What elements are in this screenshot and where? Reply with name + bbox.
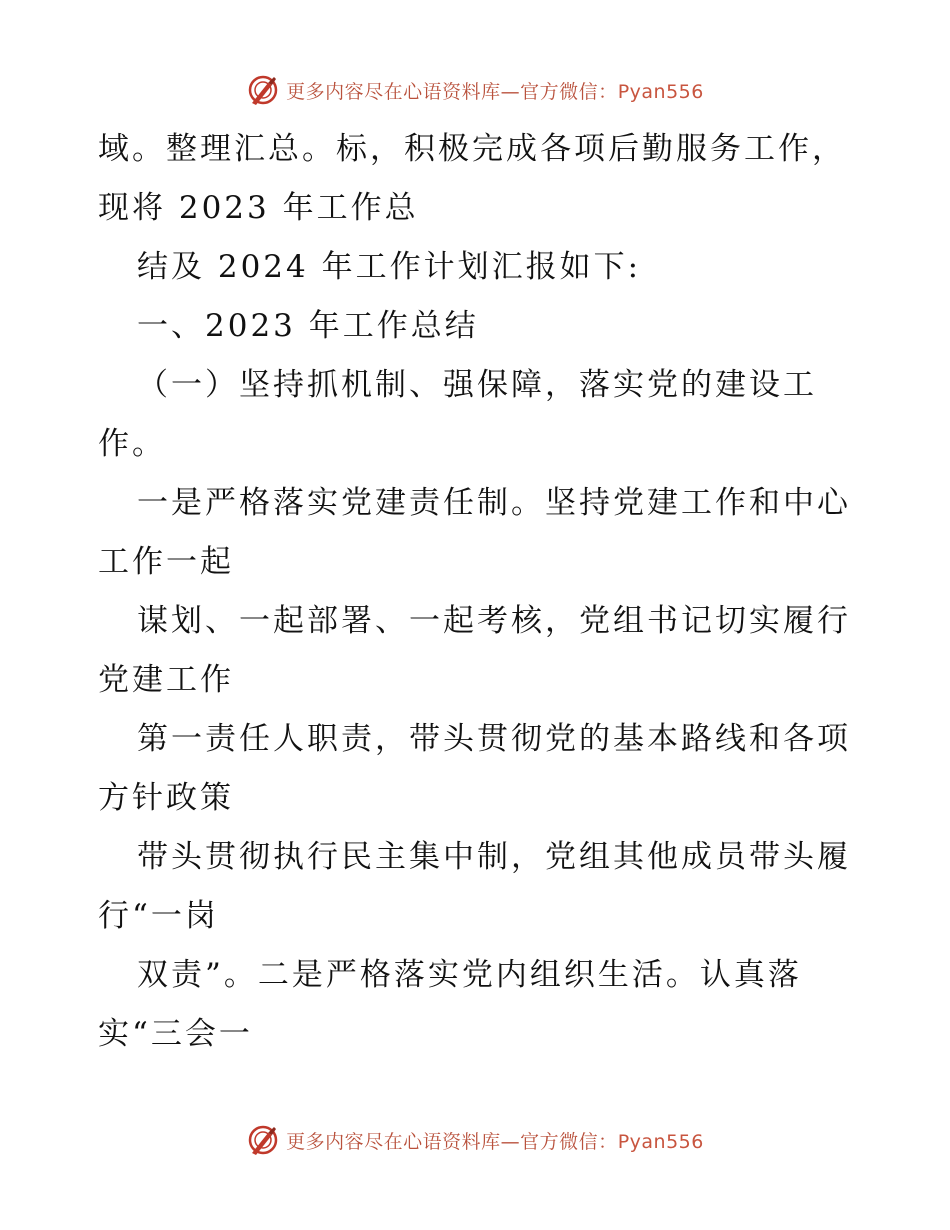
footer-wechat-label: 官方微信：	[520, 1130, 618, 1153]
body-line: 带头贯彻执行民主集中制，党组其他成员带头履	[137, 839, 851, 875]
subsection-heading: （一）坚持抓机制、强保障，落实党的建设工	[137, 367, 817, 403]
body-line: 第一责任人职责，带头贯彻党的基本路线和各项	[137, 721, 851, 757]
body-line: 行“一岗	[98, 898, 219, 934]
body-line: 域。整理汇总。标，积极完成各项后勤服务工作，	[98, 131, 846, 167]
header-dash: —	[500, 80, 521, 103]
footer-wechat-handle: Pyan556	[617, 1130, 704, 1153]
footer-dash: —	[500, 1130, 521, 1153]
footer-watermark-text	[286, 1127, 704, 1154]
body-line: 结及 2024 年工作计划汇报如下:	[137, 249, 642, 285]
body-line: 方针政策	[98, 780, 234, 816]
body-line: 双责”。二是严格落实党内组织生活。认真落	[137, 957, 802, 993]
document-body	[98, 120, 858, 1064]
body-line: 谋划、一起部署、一起考核，党组书记切实履行	[137, 603, 851, 639]
header-wechat-handle: Pyan556	[617, 80, 704, 103]
body-line: 实“三会一	[98, 1016, 253, 1052]
body-line: 作。	[98, 426, 166, 462]
header-wechat-label: 官方微信：	[520, 80, 618, 103]
pen-logo-icon	[246, 73, 280, 107]
footer-watermark-banner	[0, 1120, 950, 1160]
body-line: 现将 2023 年工作总	[98, 190, 419, 226]
pen-logo-icon	[246, 1123, 280, 1157]
header-watermark-banner	[0, 70, 950, 110]
section-heading: 一、2023 年工作总结	[137, 308, 479, 344]
footer-site-text: 更多内容尽在心语资料库	[286, 1130, 501, 1153]
header-site-text: 更多内容尽在心语资料库	[286, 80, 501, 103]
body-line: 党建工作	[98, 662, 234, 698]
header-watermark-text	[286, 77, 704, 104]
body-line: 工作一起	[98, 544, 234, 580]
body-line: 一是严格落实党建责任制。坚持党建工作和中心	[137, 485, 851, 521]
